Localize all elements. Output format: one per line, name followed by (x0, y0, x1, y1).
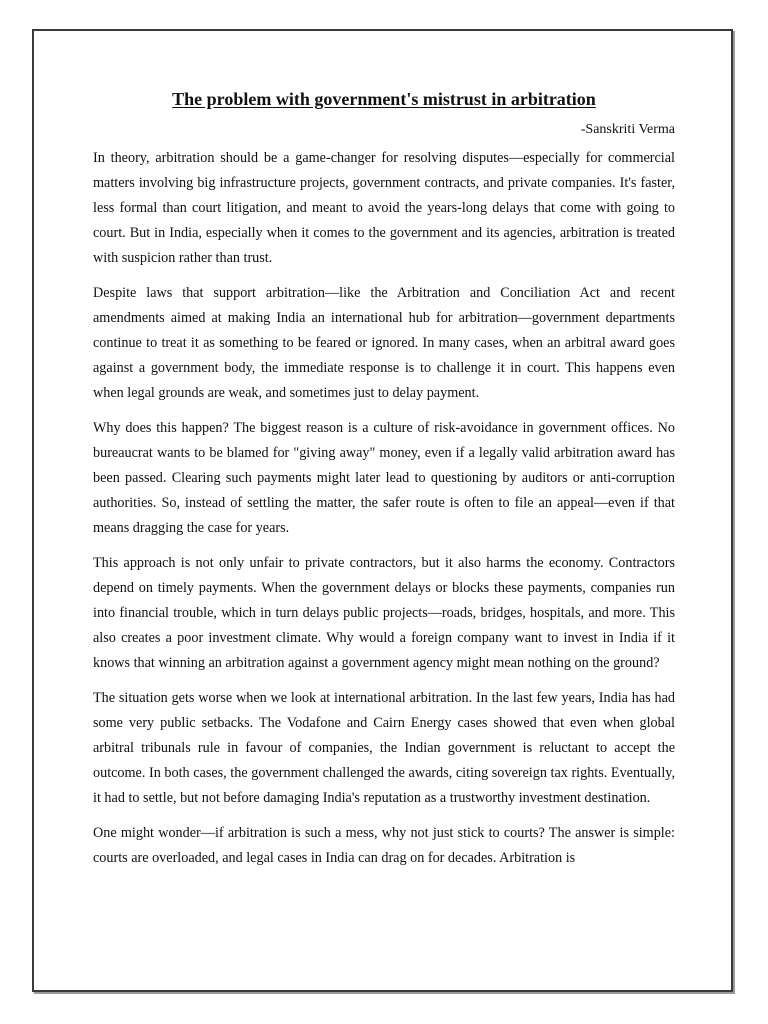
paragraph-3: Why does this happen? The biggest reason is a culture of risk-avoidance in government offices. No bureaucrat wants to be blamed for "giving away" money, even if a legally valid arbitration award has been passed. Clearing such payments might later lead to questioning by auditors or anti-corruption authorities. So, instead of settling the matter, the safer route is often to file an appeal—even if that means dragging the case for years. (93, 420, 675, 536)
paragraph-4: This approach is not only unfair to private contractors, but it also harms the economy. Contractors depend on timely payments. When the government delays or blocks these payments, companies run into financial trouble, which in turn delays public projects—roads, bridges, hospitals, and more. This also creates a poor investment climate. Why would a foreign company want to invest in India if it knows that winning an arbitration against a government agency might mean nothing on the ground? (93, 555, 675, 671)
paragraph-6: One might wonder—if arbitration is such a mess, why not just stick to courts? The answer is simple: courts are overloaded, and legal cases in India can drag on for decades. Arbitration is (93, 825, 675, 866)
paragraph-1: In theory, arbitration should be a game-changer for resolving disputes—especially for commercial matters involving big infrastructure projects, government contracts, and private companies. It's faster, less formal than court litigation, and meant to avoid the years-long delays that come with going to court. But in India, especially when it comes to the government and its agencies, arbitration is treated with suspicion rather than trust. (93, 150, 675, 266)
article-body (93, 86, 675, 881)
paragraph-2: Despite laws that support arbitration—like the Arbitration and Conciliation Act and recent amendments aimed at making India an international hub for arbitration—government departments continue to treat it as something to be feared or ignored. In many cases, when an arbitral award goes against a government body, the immediate response is to challenge it in court. This happens even when legal grounds are weak, and sometimes just to delay payment. (93, 285, 675, 401)
article-author: -Sanskriti Verma (580, 122, 675, 137)
paragraph-5: The situation gets worse when we look at international arbitration. In the last few years, India has had some very public setbacks. The Vodafone and Cairn Energy cases showed that even when global arbitral tribunals rule in favour of companies, the Indian government is reluctant to accept the outcome. In both cases, the government challenged the awards, citing sovereign tax rights. Eventually, it had to settle, but not before damaging India's reputation as a trustworthy investment destination. (93, 690, 675, 806)
article-title-text: The problem with government's mistrust in arbitration (172, 89, 596, 109)
article-title (93, 86, 675, 112)
